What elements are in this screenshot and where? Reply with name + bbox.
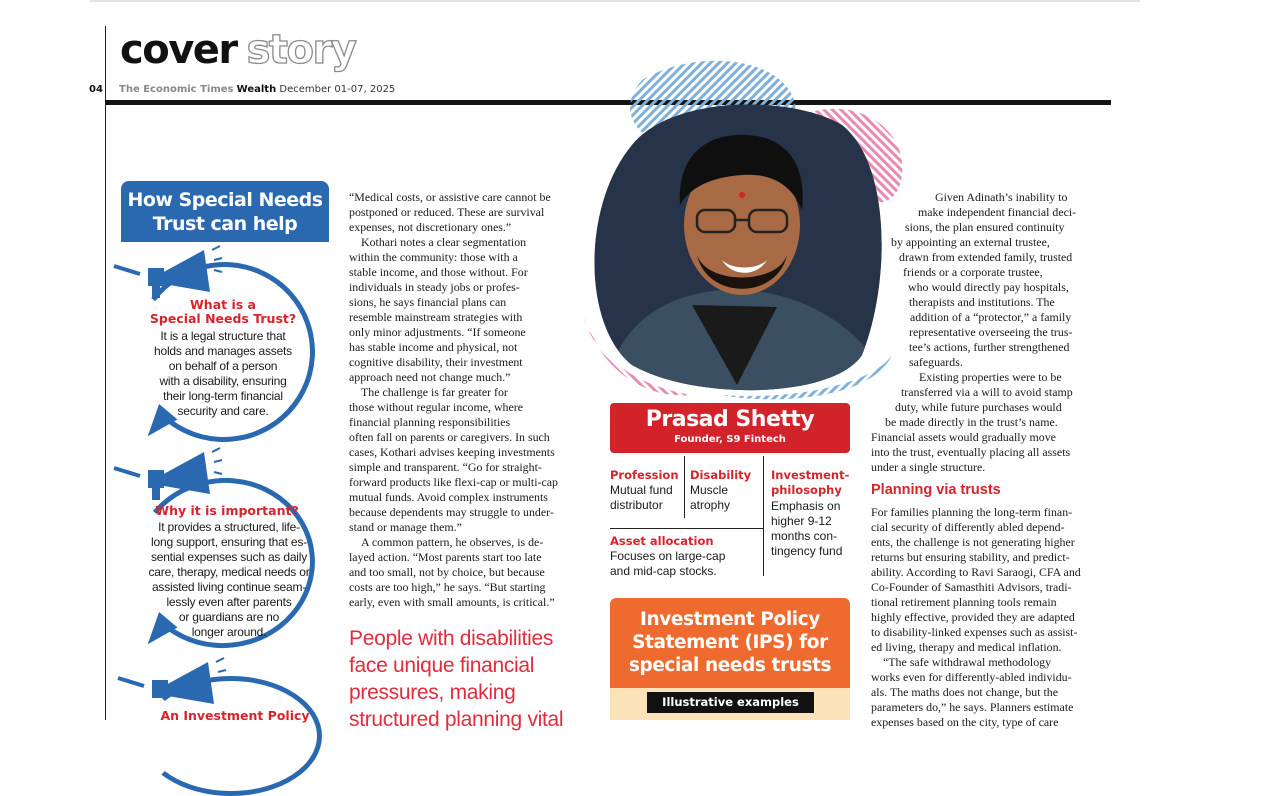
text-line: highly effective, provided they are adapted: [871, 610, 1075, 624]
article-middle-column: [349, 190, 591, 610]
body-line: or guardians are no: [178, 610, 280, 624]
profile-title: Founder, S9 Fintech: [674, 434, 786, 445]
text-line: therapists and institutions. The: [909, 295, 1055, 309]
text-line: cial security of differently abled depend-: [871, 520, 1065, 534]
text-line: costs are too high,” he says. “But starting: [349, 580, 546, 594]
text-line: Co-Founder of Samasthiti Advisors, tradi-: [871, 580, 1072, 594]
text-line: sions, he says financial plans can: [349, 295, 507, 309]
text-line: expenses, not discretionary ones.”: [349, 220, 512, 234]
heading-line: What is a: [190, 297, 256, 312]
body-line: their long-term financial: [163, 389, 283, 403]
paragraph: [871, 190, 1111, 370]
sidebar-title-line: Trust can help: [152, 213, 298, 235]
value-line: Focuses on large-cap: [610, 549, 726, 563]
text-line: parameters do,” he says. Planners estimate: [871, 700, 1074, 714]
body-line: long support, ensuring that es-: [151, 535, 307, 549]
value-line: atrophy: [690, 498, 731, 512]
body-line: It is a legal structure that: [160, 329, 286, 343]
body-line: holds and manages assets: [154, 344, 292, 358]
text-line: layed action. “Most parents start too late: [349, 550, 542, 564]
text-line: to disability-linked expenses such as assist-: [871, 625, 1078, 639]
paragraph: [349, 535, 591, 610]
text-line: resemble mainstream strategies with: [349, 310, 523, 324]
text-line: returns but ensuring stability, and predict-: [871, 550, 1070, 564]
value-line: distributor: [610, 498, 663, 512]
text-line: postponed or reduced. These are survival: [349, 205, 545, 219]
text-line: tional retirement planning tools remain: [871, 595, 1057, 609]
value-line: months con-: [771, 529, 838, 543]
label-line: Investment-: [771, 468, 850, 482]
text-line: those without regular income, where: [349, 400, 524, 414]
section-masthead: [120, 26, 355, 74]
text-line: who would directly pay hospitals,: [908, 280, 1069, 294]
text-line: forward products like flexi-cap or multi-cap: [349, 475, 558, 489]
text-line: Given Adinath’s inability to: [935, 190, 1068, 204]
disability-label: Disability: [690, 468, 752, 482]
heading-line: An Investment Policy: [160, 708, 310, 723]
text-line: stable income, and those without. For: [349, 265, 528, 279]
body-line: sential expenses such as daily: [150, 550, 308, 564]
text-line: cognitive disability, their investment: [349, 355, 523, 369]
paragraph: [871, 505, 1111, 655]
text-line: ability. According to Ravi Saraogi, CFA and: [871, 565, 1081, 579]
text-line: be made directly in the trust’s name.: [885, 415, 1058, 429]
masthead-cover: cover: [120, 27, 237, 73]
sidebar-heading-why: [132, 504, 322, 518]
text-line: Existing properties were to be: [919, 370, 1062, 384]
value-line: Muscle: [690, 483, 729, 497]
text-line: and too small, not by choice, but because: [349, 565, 545, 579]
text-line: under a single structure.: [871, 460, 986, 474]
top-border: [90, 0, 1140, 2]
body-line: It provides a structured, life-: [158, 520, 300, 534]
megaphone-icon: [116, 656, 226, 716]
text-line: transferred via a will to avoid stamp: [901, 385, 1073, 399]
text-line: individuals in steady jobs or profes-: [349, 280, 520, 294]
value-line: higher 9-12: [771, 514, 832, 528]
dateline-section: Wealth: [236, 84, 277, 95]
illustrative-examples-label: Illustrative examples: [647, 692, 814, 713]
paragraph: [349, 190, 591, 235]
page-left-rule: [105, 26, 106, 720]
text-line: “Medical costs, or assistive care cannot be: [349, 190, 551, 204]
text-line: ents, the challenge is not generating higher: [871, 535, 1075, 549]
text-line: because dependents may struggle to under-: [349, 505, 554, 519]
allocation-value: [610, 549, 725, 579]
body-line: care, therapy, medical needs or: [148, 565, 310, 579]
text-line: For families planning the long-term finan-: [871, 505, 1073, 519]
pull-quote-line: structured planning vital: [349, 708, 564, 731]
body-line: security and care.: [177, 404, 269, 418]
text-line: sions, the plan ensured continuity: [905, 220, 1065, 234]
divider: [610, 528, 764, 529]
profile-name-card: [610, 403, 850, 453]
profession-value: [610, 483, 673, 513]
text-line: stand or manage them.”: [349, 520, 462, 534]
paragraph: [871, 655, 1111, 730]
text-line: drawn from extended family, trusted: [899, 250, 1073, 264]
label-line: philosophy: [771, 483, 842, 497]
megaphone-icon: [112, 244, 222, 304]
sidebar-title: [121, 181, 329, 242]
body-line: assisted living continue seam-: [151, 580, 307, 594]
body-line: on behalf of a person: [168, 359, 278, 373]
text-line: “The safe withdrawal methodology: [883, 655, 1052, 669]
profile-name: Prasad Shetty: [645, 407, 815, 432]
heading-line: Why it is important?: [155, 503, 299, 518]
pull-quote-line: pressures, making: [349, 681, 516, 704]
paragraph: [349, 385, 591, 535]
text-line: often fall on parents or caregivers. In such: [349, 430, 550, 444]
text-line: Kothari notes a clear segmentation: [361, 235, 527, 249]
megaphone-icon: [112, 446, 222, 506]
value-line: Mutual fund: [610, 483, 673, 497]
subheading-planning-via-trusts: Planning via trusts: [871, 482, 1001, 498]
text-line: als. The maths does not change, but the: [871, 685, 1059, 699]
text-line: tee’s actions, further strengthened: [909, 340, 1070, 354]
dateline: [119, 84, 395, 95]
profession-label: Profession: [610, 468, 679, 482]
masthead-story: story: [246, 27, 356, 73]
value-line: tingency fund: [771, 544, 843, 558]
text-line: expenses based on the city, type of care: [871, 715, 1059, 729]
text-line: Financial assets would gradually move: [871, 430, 1056, 444]
text-line: works even for differently-abled individu-: [871, 670, 1072, 684]
heading-line: Special Needs Trust?: [149, 311, 297, 326]
philosophy-label: [771, 468, 849, 498]
paragraph: [871, 370, 1111, 475]
text-line: addition of a “protector,” a family: [910, 310, 1072, 324]
sidebar-heading-what: [128, 298, 318, 326]
text-line: into the trust, eventually placing all assets: [871, 445, 1071, 459]
pull-quote: [349, 625, 589, 733]
text-line: within the community: those with a: [349, 250, 518, 264]
text-line: ed living, therapy and medical inflation.: [871, 640, 1062, 654]
page-number: 04: [89, 84, 103, 95]
article-right-column-top: [871, 190, 1111, 475]
text-line: cases, Kothari advises keeping investments: [349, 445, 555, 459]
text-line: financial planning responsibilities: [349, 415, 511, 429]
ips-box-title: [610, 598, 850, 688]
text-line: has stable income and physical, not: [349, 340, 518, 354]
ips-title-line: Investment Policy: [640, 609, 820, 630]
dateline-date: December 01-07, 2025: [279, 84, 396, 95]
text-line: simple and transparent. “Go for straight-: [349, 460, 542, 474]
body-line: longer around.: [191, 625, 267, 639]
text-line: only minor adjustments. “If someone: [349, 325, 526, 339]
profile-photo: [572, 55, 912, 405]
body-line: with a disability, ensuring: [159, 374, 287, 388]
text-line: representative overseeing the trus-: [909, 325, 1073, 339]
sidebar-body-what: [128, 329, 318, 419]
text-line: make independent financial deci-: [918, 205, 1077, 219]
ips-title-line: special needs trusts: [628, 655, 832, 676]
text-line: early, even with small amounts, is critical.”: [349, 595, 555, 609]
pull-quote-line: People with disabilities: [349, 627, 554, 650]
text-line: mutual funds. Avoid complex instruments: [349, 490, 548, 504]
pull-quote-line: face unique financial: [349, 654, 535, 677]
text-line: approach need not change much.”: [349, 370, 511, 384]
value-line: and mid-cap stocks.: [610, 564, 717, 578]
allocation-label: Asset allocation: [610, 534, 714, 548]
value-line: Emphasis on: [771, 499, 841, 513]
divider: [684, 456, 685, 518]
text-line: A common pattern, he observes, is de-: [361, 535, 544, 549]
text-line: duty, while future purchases would: [895, 400, 1062, 414]
text-line: safeguards.: [909, 355, 963, 369]
text-line: friends or a corporate trustee,: [903, 265, 1043, 279]
ips-title-line: Statement (IPS) for: [632, 632, 828, 653]
disability-value: [690, 483, 730, 513]
philosophy-value: [771, 499, 842, 559]
sidebar-title-line: How Special Needs: [127, 189, 323, 211]
divider: [763, 456, 764, 576]
text-line: The challenge is far greater for: [361, 385, 508, 399]
dateline-publication: The Economic Times: [119, 84, 234, 95]
article-right-column-bottom: [871, 505, 1111, 730]
body-line: lessly even after parents: [166, 595, 292, 609]
text-line: by appointing an external trustee,: [891, 235, 1050, 249]
sidebar-heading-ips: [140, 709, 330, 723]
sidebar-body-why: [134, 520, 324, 640]
paragraph: [349, 235, 591, 385]
